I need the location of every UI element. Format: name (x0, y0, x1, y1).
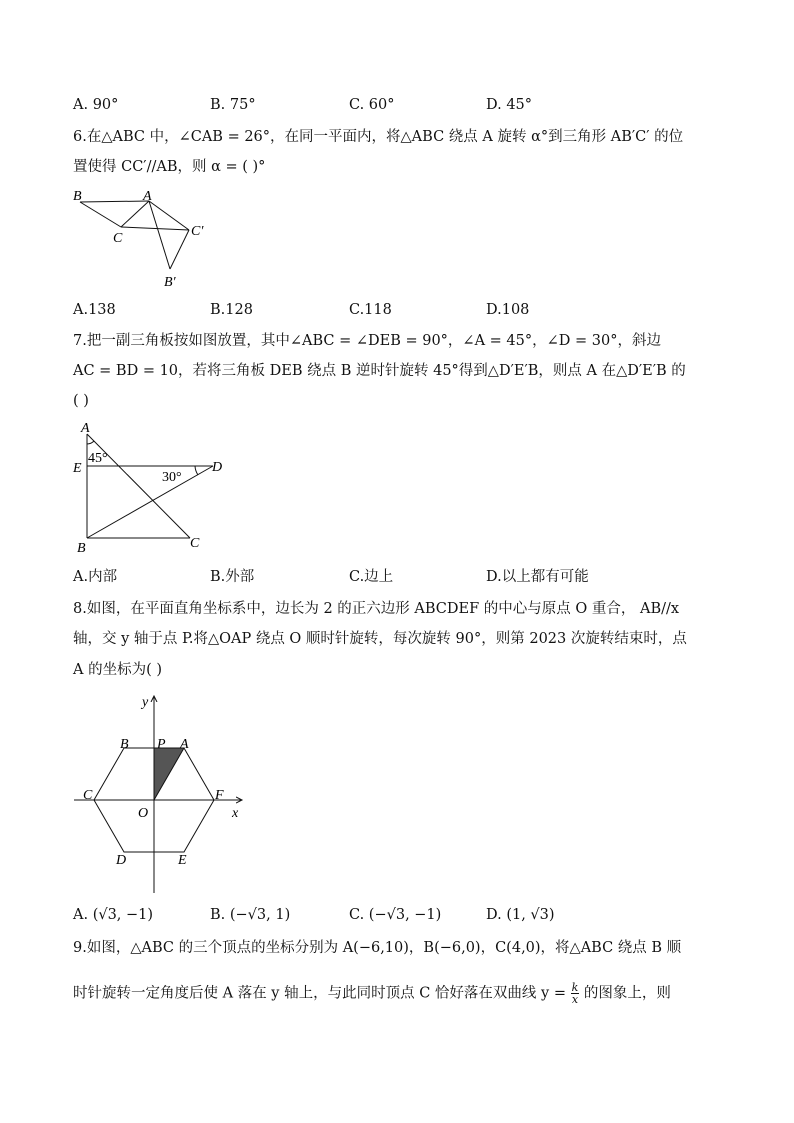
q7-text-line2: AC = BD = 10，若将三角板 DEB 绕点 B 逆时针旋转 45°得到△D′E′B，则点 A 在△D′E′B 的 (73, 363, 686, 379)
q6-option-d: D.108 (486, 302, 530, 318)
q7-option-b: B.外部 (210, 569, 255, 585)
q9-fraction (571, 982, 580, 1005)
q6-option-b: B.128 (210, 302, 253, 318)
q5-option-a: A. 90° (73, 97, 119, 113)
q8-option-a: A. (√3, −1) (73, 907, 154, 923)
q7-label-c: C (190, 536, 200, 551)
q5-option-b: B. 75° (210, 97, 256, 113)
q7-option-c: C.边上 (349, 569, 394, 585)
q6-figure (70, 185, 220, 290)
q9-text-line2 (73, 982, 671, 1005)
q6-label-b: B (73, 189, 82, 204)
q8-label-b: B (120, 737, 129, 752)
q6-label-a: A (143, 189, 152, 204)
q6-option-a: A.138 (73, 302, 116, 318)
q8-label-d: D (116, 853, 127, 868)
q8-label-e: E (178, 853, 187, 868)
q8-shaded-triangle (154, 748, 184, 800)
q9-text-line2-start: 时针旋转一定角度后使 A 落在 y 轴上，与此同时顶点 C 恰好落在双曲线 y = (73, 985, 566, 1002)
q8-option-c: C. (−√3, −1) (349, 907, 442, 923)
q7-label-e: E (73, 461, 82, 476)
q8-text-line2: 轴，交 y 轴于点 P.将△OAP 绕点 O 顺时针旋转，每次旋转 90°，则第 2023 次旋转结束时，点 (73, 631, 687, 647)
q7-label-d: D (212, 460, 223, 475)
q9-fraction-denominator: x (571, 993, 579, 1006)
q6-label-c: C (113, 231, 123, 246)
q8-label-f: F (215, 788, 224, 803)
q6-text-line1: 6.在△ABC 中，∠CAB = 26°，在同一平面内，将△ABC 绕点 A 旋转 α°到三角形 AB′C′ 的位 (73, 129, 684, 145)
q5-option-c: C. 60° (349, 97, 395, 113)
q7-label-a: A (81, 421, 90, 436)
q5-option-d: D. 45° (486, 97, 533, 113)
q7-option-a: A.内部 (73, 569, 118, 585)
q8-label-y: y (142, 695, 149, 710)
q8-figure (70, 690, 260, 900)
q7-option-d: D.以上都有可能 (486, 569, 589, 585)
q8-label-c: C (83, 788, 93, 803)
q9-text-line2-end: 的图象上，则 (583, 985, 671, 1002)
q6-option-c: C.118 (349, 302, 392, 318)
q6-text-line2: 置使得 CC′//AB，则 α = ( )° (73, 159, 266, 175)
q6-label-c-prime: C′ (191, 224, 204, 239)
q7-text-line1: 7.把一副三角板按如图放置，其中∠ABC = ∠DEB = 90°，∠A = 45°，∠D = 30°，斜边 (73, 333, 661, 349)
q6-label-b-prime: B′ (164, 275, 176, 290)
q8-label-p: P (157, 737, 166, 752)
q8-option-d: D. (1, √3) (486, 907, 555, 923)
q8-label-o: O (138, 806, 149, 821)
q8-label-x: x (232, 806, 239, 821)
q8-text-line3: A 的坐标为( ) (73, 662, 163, 678)
q8-option-b: B. (−√3, 1) (210, 907, 291, 923)
q8-label-a: A (180, 737, 189, 752)
q7-figure (70, 415, 240, 560)
q7-text-line3: ( ) (73, 393, 89, 409)
q8-text-line1: 8.如图，在平面直角坐标系中，边长为 2 的正六边形 ABCDEF 的中心与原点 O 重合， AB//x (73, 601, 680, 617)
q7-angle-30: 30° (162, 470, 182, 485)
q7-label-b: B (77, 541, 86, 556)
q9-fraction-numerator: k (571, 981, 579, 994)
q7-angle-45: 45° (88, 451, 108, 466)
q9-text-line1: 9.如图，△ABC 的三个顶点的坐标分别为 A(−6,10)，B(−6,0)，C(4,0)，将△ABC 绕点 B 顺 (73, 940, 682, 956)
